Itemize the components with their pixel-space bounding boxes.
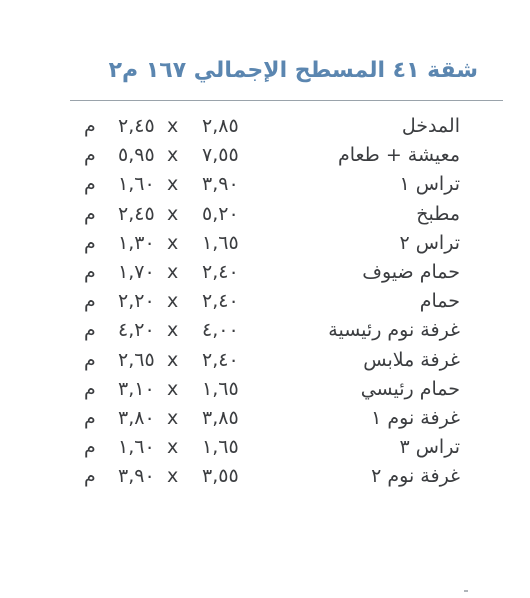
room-width: ١,٣٠ [118, 231, 155, 254]
room-name: معيشة + طعام [337, 144, 460, 167]
room-width: ١,٧٠ [118, 260, 155, 283]
unit-label: م [84, 436, 96, 459]
footer-mark [464, 590, 468, 592]
table-row [0, 287, 530, 316]
table-row [0, 170, 530, 199]
table-row [0, 433, 530, 462]
room-length: ٣,٥٥ [202, 465, 239, 488]
unit-label: م [84, 348, 96, 371]
room-width: ٢,٦٥ [118, 348, 155, 371]
unit-label: م [84, 231, 96, 254]
table-row [0, 141, 530, 170]
room-length: ١,٦٥ [202, 436, 239, 459]
times-sign: x [167, 406, 179, 429]
unit-label: م [84, 202, 96, 225]
room-length: ٢,٤٠ [202, 348, 239, 371]
table-row [0, 346, 530, 375]
room-length: ٣,٨٥ [202, 406, 239, 429]
room-width: ٢,٤٥ [118, 202, 155, 225]
room-width: ١,٦٠ [118, 436, 155, 459]
unit-label: م [84, 260, 96, 283]
times-sign: x [167, 144, 179, 167]
table-row [0, 404, 530, 433]
room-name: حمام رئيسي [360, 377, 460, 400]
unit-label: م [84, 115, 96, 137]
times-sign: x [167, 319, 179, 342]
room-name: حمام [419, 290, 460, 313]
table-row [0, 316, 530, 345]
room-length: ٤,٠٠ [202, 319, 239, 342]
room-width: ٣,٩٠ [118, 465, 155, 488]
room-length: ٣,٩٠ [202, 173, 239, 196]
table-row [0, 375, 530, 404]
room-width: ٤,٢٠ [118, 319, 155, 342]
room-length: ٧,٥٥ [202, 144, 239, 167]
unit-label: م [84, 377, 96, 400]
table-row [0, 258, 530, 287]
room-name: غرفة نوم رئيسية [328, 319, 460, 342]
room-width: ٣,٨٠ [118, 406, 155, 429]
times-sign: x [167, 377, 179, 400]
times-sign: x [167, 231, 179, 254]
room-length: ٥,٢٠ [202, 202, 239, 225]
room-name: حمام ضيوف [362, 260, 460, 283]
times-sign: x [167, 348, 179, 371]
times-sign: x [167, 173, 179, 196]
room-name: تراس ٢ [399, 231, 460, 254]
times-sign: x [167, 290, 179, 313]
room-width: ٢,٢٠ [118, 290, 155, 313]
room-width: ٥,٩٥ [118, 144, 155, 167]
room-name: غرفة ملابس [363, 348, 460, 371]
room-name: تراس ٣ [399, 436, 460, 459]
page-title: شقة ٤١ المسطح الإجمالي ١٦٧ م٢ [108, 58, 478, 83]
unit-label: م [84, 173, 96, 196]
unit-label: م [84, 144, 96, 167]
table-row [0, 112, 530, 141]
table-row [0, 229, 530, 258]
room-width: ٢,٤٥ [118, 115, 155, 137]
room-length: ١,٦٥ [202, 231, 239, 254]
times-sign: x [167, 436, 179, 459]
room-width: ٣,١٠ [118, 377, 155, 400]
unit-label: م [84, 290, 96, 313]
room-dimensions-table [0, 112, 530, 491]
room-length: ٢,٤٠ [202, 260, 239, 283]
times-sign: x [167, 202, 179, 225]
room-name: تراس ١ [399, 173, 460, 196]
times-sign: x [167, 115, 179, 137]
table-row [0, 200, 530, 229]
table-row [0, 462, 530, 491]
room-length: ١,٦٥ [202, 377, 239, 400]
title-divider [70, 100, 503, 101]
unit-label: م [84, 465, 96, 488]
unit-label: م [84, 406, 96, 429]
times-sign: x [167, 260, 179, 283]
room-length: ٢,٨٥ [202, 115, 239, 137]
room-length: ٢,٤٠ [202, 290, 239, 313]
unit-label: م [84, 319, 96, 342]
room-name: غرفة نوم ١ [371, 406, 460, 429]
room-name: المدخل [401, 115, 460, 137]
room-name: مطبخ [416, 202, 460, 225]
room-name: غرفة نوم ٢ [371, 465, 460, 488]
room-width: ١,٦٠ [118, 173, 155, 196]
times-sign: x [167, 465, 179, 488]
